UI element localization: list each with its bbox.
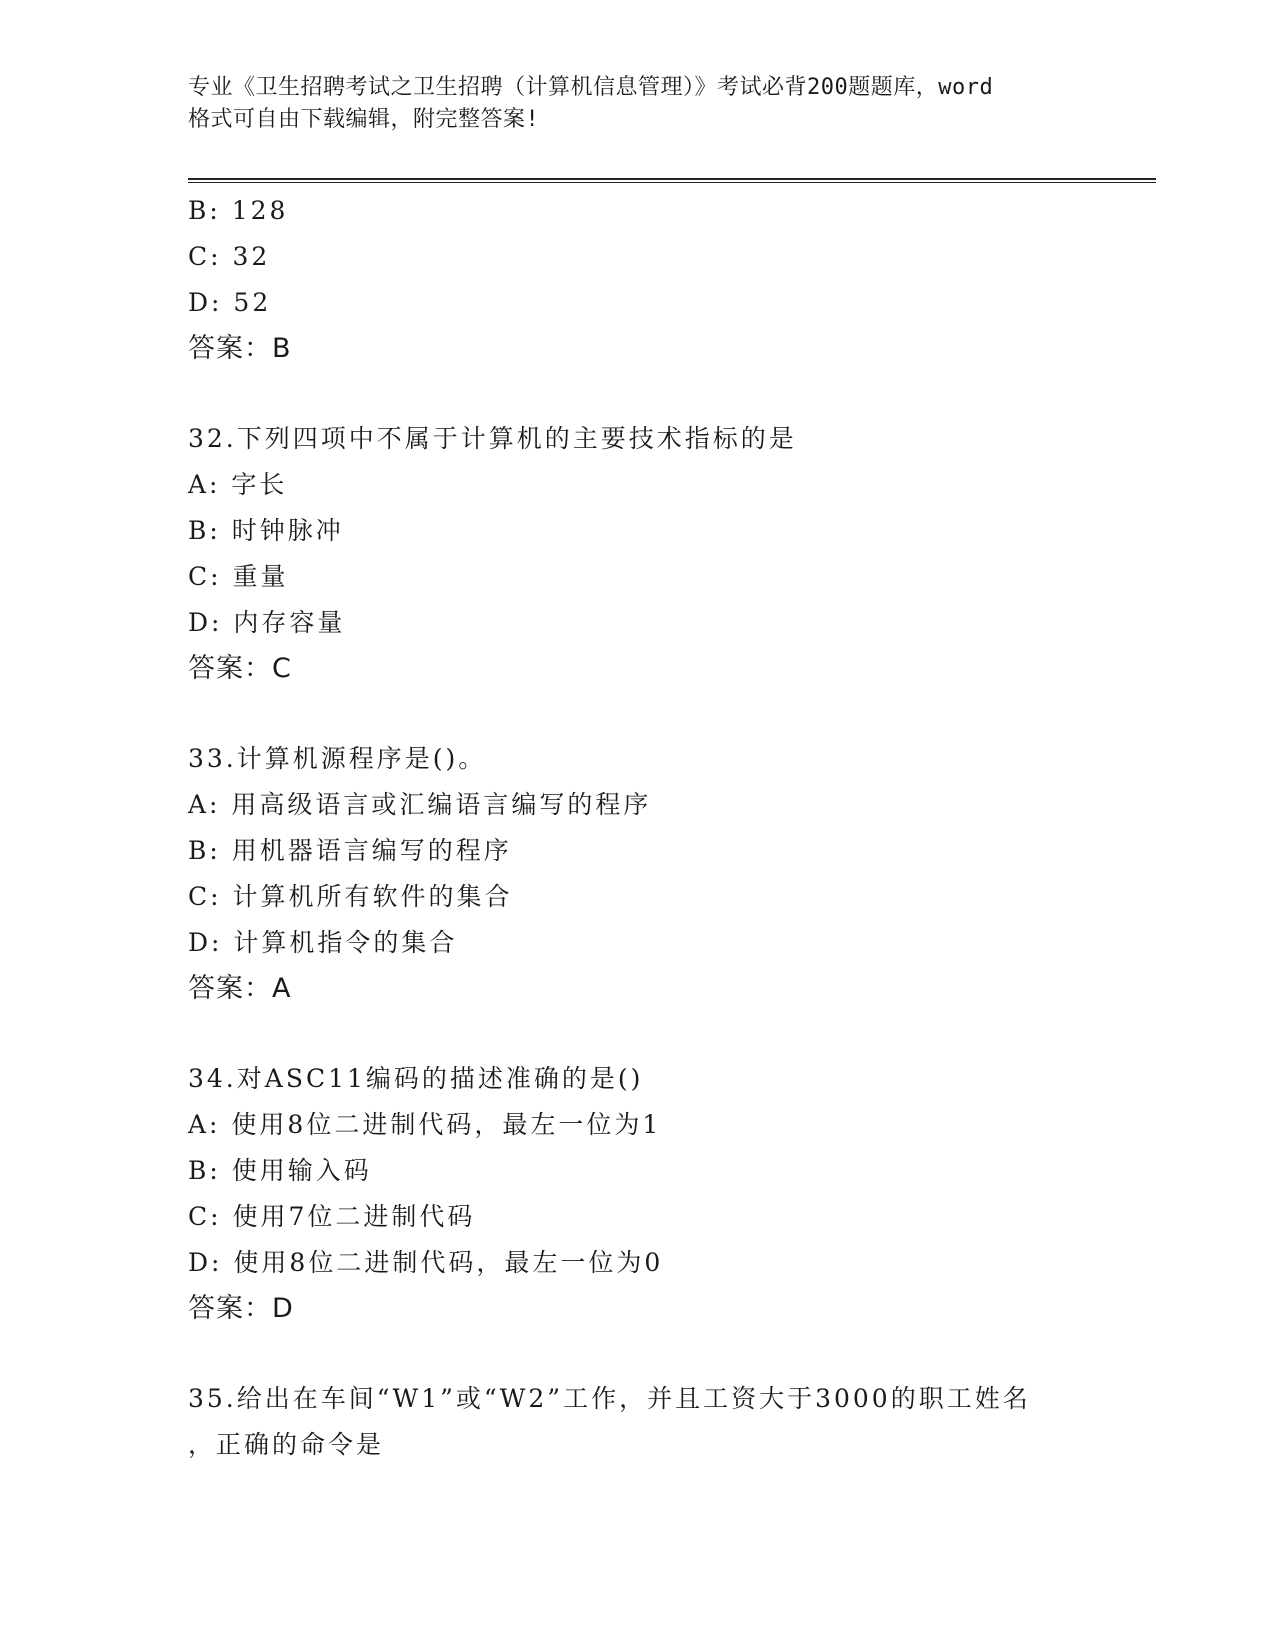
spacer — [188, 1332, 1148, 1376]
option-b: B: 用机器语言编写的程序 — [188, 836, 512, 865]
answer-line: 答案：A — [188, 973, 292, 1004]
question-stem: 34.对ASC11编码的描述准确的是() — [188, 1064, 644, 1093]
answer-line: 答案：C — [188, 653, 292, 684]
answer-line: 答案：B — [188, 333, 292, 364]
option-a: A: 使用8位二进制代码，最左一位为1 — [188, 1110, 662, 1139]
question-partial — [188, 188, 1148, 372]
answer-line: 答案：D — [188, 1293, 294, 1324]
option-b: B: 使用输入码 — [188, 1156, 372, 1185]
spacer — [188, 1012, 1148, 1056]
option-d: D: 使用8位二进制代码，最左一位为0 — [188, 1248, 664, 1277]
document-header — [188, 72, 1088, 136]
option-c: C: 32 — [188, 242, 271, 271]
option-c: C: 重量 — [188, 562, 289, 591]
spacer — [188, 692, 1148, 736]
question-list — [188, 188, 1148, 1468]
option-b: B: 时钟脉冲 — [188, 516, 344, 545]
question-34 — [188, 1056, 1148, 1332]
spacer — [188, 372, 1148, 416]
option-c: C: 使用7位二进制代码 — [188, 1202, 476, 1231]
header-title-line-2: 格式可自由下载编辑，附完整答案! — [188, 107, 540, 132]
option-a: A: 字长 — [188, 470, 288, 499]
option-c: C: 计算机所有软件的集合 — [188, 882, 513, 911]
option-d: D: 内存容量 — [188, 608, 346, 637]
header-double-rule — [188, 178, 1156, 183]
question-stem: 32.下列四项中不属于计算机的主要技术指标的是 — [188, 424, 797, 453]
question-35 — [188, 1376, 1148, 1468]
option-d: D: 计算机指令的集合 — [188, 928, 458, 957]
question-stem: 33.计算机源程序是()。 — [188, 744, 487, 773]
option-a: A: 用高级语言或汇编语言编写的程序 — [188, 790, 652, 819]
question-stem-continuation: ，正确的命令是 — [188, 1430, 385, 1459]
option-b: B: 128 — [188, 196, 289, 225]
header-title-line-1: 专业《卫生招聘考试之卫生招聘（计算机信息管理）》考试必背200题题库，word — [188, 75, 994, 100]
option-d: D: 52 — [188, 288, 272, 317]
question-stem: 35.给出在车间“W1”或“W2”工作，并且工资大于3000的职工姓名 — [188, 1384, 1031, 1413]
question-32 — [188, 416, 1148, 692]
question-33 — [188, 736, 1148, 1012]
